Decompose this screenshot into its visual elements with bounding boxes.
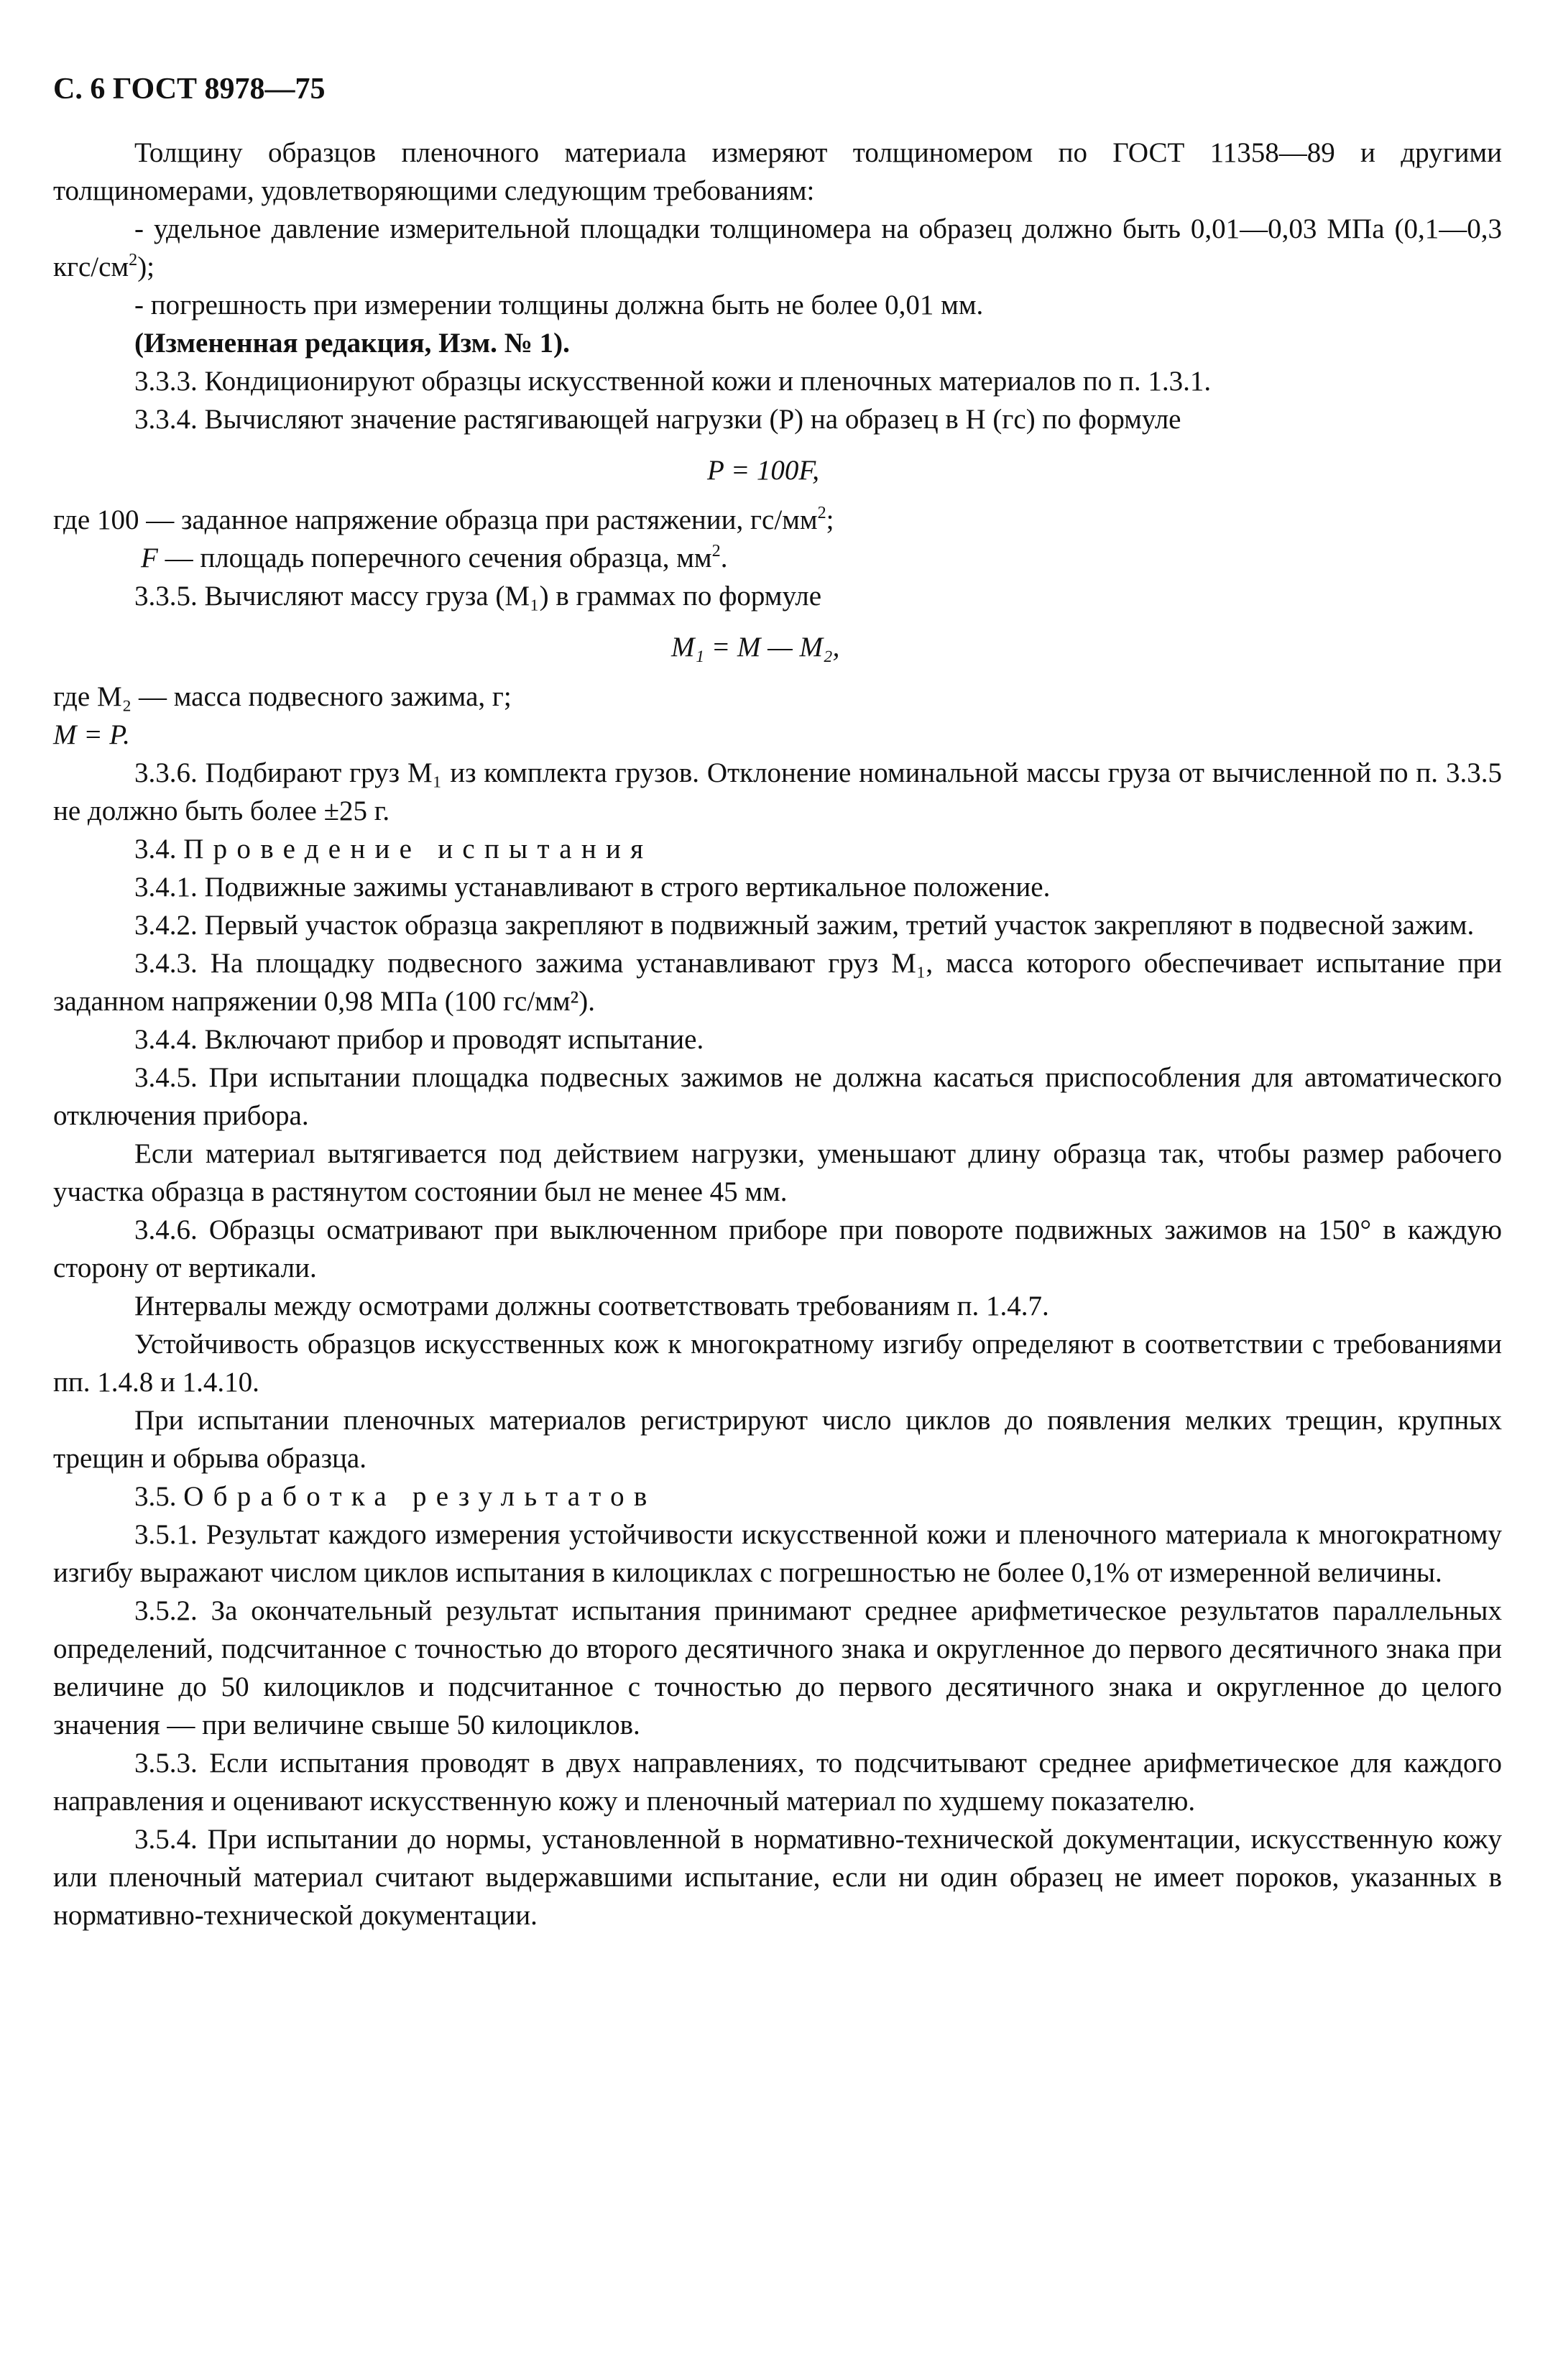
paragraph-durability: Устойчивость образцов искусственных кож к многократному изгибу определяют в соответствии с требованиями пп. 1.4.8 и 1.4.10. [53,1329,1502,1398]
section-heading-3-5 [53,1477,1502,1516]
page-header: С. 6 ГОСТ 8978—75 [53,73,326,106]
paragraph-thickness-intro: Толщину образцов пленочного материала измеряют толщиномером по ГОСТ 11358—89 и другими толщиномерами, удовлетворяющими следующим требованиям: [53,137,1502,206]
paragraph-3-3-5: 3.3.5. Вычисляют массу груза (M₁) в граммах по формуле [134,581,822,612]
where-f-text: — площадь поперечного сечения образца, мм [157,543,712,573]
paragraph-3-5-4: 3.5.4. При испытании до нормы, установленной в нормативно-технической документации, искусственную кожу или пленочный материал считают выдержавшими испытание, если ни один образец не имеет пороков, указанных в нормативно-технической документации. [53,1824,1502,1931]
paragraph-intervals: Интервалы между осмотрами должны соответствовать требованиям п. 1.4.7. [134,1291,1049,1322]
paragraph-3-5-3: 3.5.3. Если испытания проводят в двух направлениях, то подсчитывают среднее арифметическое для каждого направления и оценивают искусственную кожу и пленочный материал по худшему показателю. [53,1748,1502,1817]
where-100-end: ; [826,504,834,535]
paragraph-3-5-2: 3.5.2. За окончательный результат испытания принимают среднее арифметическое результатов параллельных определений, подсчитанное с точностью до второго десятичного знака и округленное до первого десятичного знака при величине до 50 килоциклов и подсчитанное с точностью до первого десятичного знака и округленное до целого значения — при величине свыше 50 килоциклов. [53,1595,1502,1740]
document-body [53,134,1502,1934]
paragraph-3-4-5: 3.4.5. При испытании площадка подвесных зажимов не должна касаться приспособления для автоматического отключения прибора. [53,1062,1502,1131]
document-page [53,69,1502,1934]
where-100-sup: 2 [817,503,826,523]
section-3-4-title: Проведение испытания [183,834,653,864]
formula-load: P = 100F, [707,455,819,486]
paragraph-m-equals-p: M = P. [53,719,130,750]
where-100-text: где 100 — заданное напряжение образца при растяжении, гс/мм [53,504,818,535]
where-f-end: . [720,543,728,573]
formula-mass: M₁ = M — M₂, [671,632,840,663]
section-heading-3-4 [53,830,1502,868]
section-3-4-number: 3.4. [134,834,177,864]
paragraph-amendment-note: (Измененная редакция, Изм. № 1). [134,328,570,359]
paragraph-where-m2: где M₂ — масса подвесного зажима, г; [53,681,512,712]
paragraph-where-f [53,539,1502,577]
paragraph-error-requirement: - погрешность при измерении толщины должна быть не более 0,01 мм. [134,290,984,320]
paragraph-3-4-1: 3.4.1. Подвижные зажимы устанавливают в строго вертикальное положение. [134,872,1051,903]
paragraph-3-4-2: 3.4.2. Первый участок образца закрепляют в подвижный зажим, третий участок закрепляют в подвесной зажим. [134,910,1475,941]
paragraph-3-4-4: 3.4.4. Включают прибор и проводят испытание. [134,1024,704,1055]
where-f-sup: 2 [711,541,721,561]
paragraph-3-3-3: 3.3.3. Кондиционируют образцы искусственной кожи и пленочных материалов по п. 1.3.1. [134,366,1212,397]
paragraph-pressure-requirement [53,210,1502,286]
section-3-5-title: Обработка результатов [183,1481,657,1512]
paragraph-3-3-4: 3.3.4. Вычисляют значение растягивающей нагрузки (P) на образец в Н (гс) по формуле [134,404,1181,435]
where-f-var: F [141,543,158,573]
paragraph-3-5-1: 3.5.1. Результат каждого измерения устойчивости искусственной кожи и пленочного материала к многократному изгибу выражают числом циклов испытания в килоциклах с погрешностью не более 0,1% от измеренной величины. [53,1519,1502,1588]
paragraph-film-cycles: При испытании пленочных материалов регистрируют число циклов до появления мелких трещин, крупных трещин и обрыва образца. [53,1405,1502,1474]
pressure-sup: 2 [129,250,138,270]
paragraph-3-3-6: 3.3.6. Подбирают груз M₁ из комплекта грузов. Отклонение номинальной массы груза от вычисленной по п. 3.3.5 не должно быть более ±25 г. [53,757,1502,826]
pressure-end: ); [137,252,155,282]
paragraph-3-4-3: 3.4.3. На площадку подвесного зажима устанавливают груз M₁, масса которого обеспечивает испытание при заданном напряжении 0,98 МПа (100 гс/мм²). [53,948,1502,1017]
paragraph-where-100 [53,501,1502,539]
paragraph-3-4-6: 3.4.6. Образцы осматривают при выключенном приборе при повороте подвижных зажимов на 150° в каждую сторону от вертикали. [53,1214,1502,1283]
paragraph-stretch-note: Если материал вытягивается под действием нагрузки, уменьшают длину образца так, чтобы размер рабочего участка образца в растянутом состоянии был не менее 45 мм. [53,1138,1502,1207]
section-3-5-number: 3.5. [134,1481,177,1512]
pressure-text: - удельное давление измерительной площадки толщиномера на образец должно быть 0,01—0,03 МПа (0,1—0,3 кгс/см [53,213,1502,282]
